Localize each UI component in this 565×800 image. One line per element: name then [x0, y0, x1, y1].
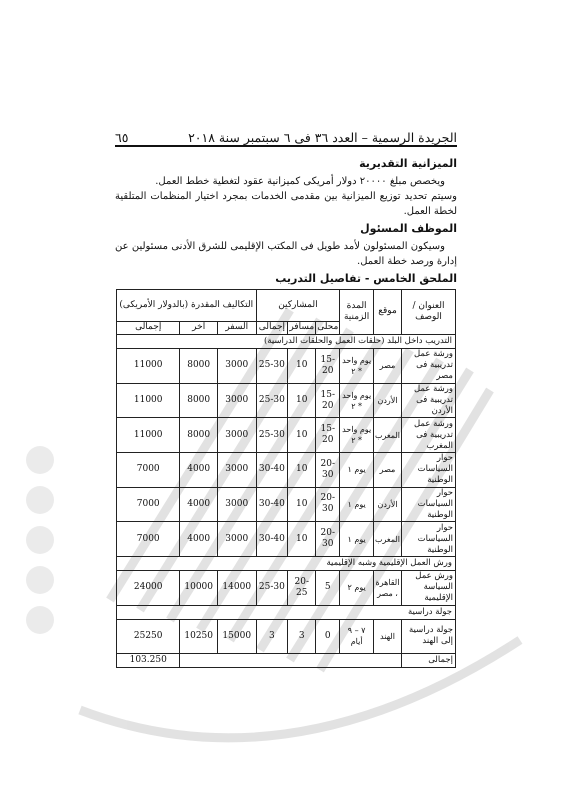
- row-travel-cost: 3000: [217, 383, 256, 418]
- page-number: ٦٥: [115, 130, 129, 145]
- row-title: حوار السياسات الوطنية: [402, 522, 456, 557]
- row-title: حوار السياسات الوطنية: [402, 487, 456, 522]
- row-local-participants: 15-20: [316, 383, 340, 418]
- section-row: [117, 334, 456, 348]
- col-local-header: محلى: [316, 321, 340, 334]
- row-title: ورشة عمل تدريبية فى مصر: [402, 349, 456, 384]
- col-costs-header: التكاليف المقدرة (بالدولار الأمريكى): [117, 290, 257, 322]
- section-row: [117, 605, 456, 619]
- row-local-participants: 20-30: [316, 522, 340, 557]
- row-participants-total: 3: [256, 620, 288, 654]
- row-other-cost: 8000: [180, 418, 218, 453]
- row-local-participants: 15-20: [316, 349, 340, 384]
- table-body: [117, 334, 456, 667]
- row-location: القاهرة ، مصر: [373, 571, 401, 606]
- row-location: مصر: [373, 349, 401, 384]
- row-title: ورشة عمل تدريبية فى المغرب: [402, 418, 456, 453]
- table-row: [117, 571, 456, 606]
- row-duration: يوم ١: [340, 453, 374, 488]
- row-location: الهند: [373, 620, 401, 654]
- row-travel-cost: 3000: [217, 418, 256, 453]
- row-travel-cost: 3000: [217, 453, 256, 488]
- row-cost-total: 25250: [117, 620, 180, 654]
- row-other-cost: 4000: [180, 453, 218, 488]
- row-title: ورشة عمل تدريبية فى الأردن: [402, 383, 456, 418]
- row-other-cost: 8000: [180, 349, 218, 384]
- row-duration: يوم ١: [340, 487, 374, 522]
- row-location: الأردن: [373, 487, 401, 522]
- row-travelers: 10: [288, 349, 316, 384]
- col-travelers-header: مسافر: [288, 321, 316, 334]
- col-cost-total-header: إجمالى: [117, 321, 180, 334]
- row-travelers: 10: [288, 453, 316, 488]
- row-duration: يوم واحد * ٢: [340, 418, 374, 453]
- table-row: [117, 383, 456, 418]
- row-cost-total: 24000: [117, 571, 180, 606]
- table-row: [117, 453, 456, 488]
- row-travelers: 10: [288, 418, 316, 453]
- row-participants-total: 25-30: [256, 349, 288, 384]
- annex-heading: الملحق الخامس - تفاصيل التدريب: [275, 272, 457, 285]
- row-location: مصر: [373, 453, 401, 488]
- col-participants-total-header: إجمالى: [256, 321, 288, 334]
- row-participants-total: 30-40: [256, 487, 288, 522]
- row-travel-cost: 15000: [217, 620, 256, 654]
- row-travelers: 10: [288, 522, 316, 557]
- row-other-cost: 8000: [180, 383, 218, 418]
- row-cost-total: 7000: [117, 487, 180, 522]
- training-details-table: [116, 289, 456, 668]
- row-participants-total: 25-30: [256, 418, 288, 453]
- row-duration: يوم ١: [340, 522, 374, 557]
- col-participants-header: المشاركين: [256, 290, 340, 322]
- row-participants-total: 30-40: [256, 522, 288, 557]
- grand-total-label: إجمالى: [402, 653, 456, 667]
- row-location: الأردن: [373, 383, 401, 418]
- grand-total-row: [117, 653, 456, 667]
- page-header: [115, 123, 457, 147]
- row-location: المغرب: [373, 418, 401, 453]
- row-travelers: 10: [288, 383, 316, 418]
- section-label: ورش العمل الإقليمية وشبه الإقليمية: [117, 556, 456, 570]
- table-row: [117, 349, 456, 384]
- row-title: ورش عمل السياسة الإقليمية: [402, 571, 456, 606]
- budget-paragraph-2: وسيتم تحديد توزيع الميزانية بين مقدمى الخدمات بمجرد اختيار المنظمات المتلقية لخطة العمل.: [115, 191, 457, 217]
- journal-title: الجريدة الرسمية – العدد ٣٦ فى ٦ سبتمبر سنة ٢٠١٨: [188, 130, 457, 145]
- table-row: [117, 620, 456, 654]
- section-label: التدريب داخل البلد (حلقات العمل والحلقات الدراسية): [117, 334, 456, 348]
- row-other-cost: 10000: [180, 571, 218, 606]
- row-cost-total: 11000: [117, 349, 180, 384]
- row-duration: ٧ – ٩ أيام: [340, 620, 374, 654]
- grand-total-value: 103.250: [117, 653, 180, 667]
- row-local-participants: 5: [316, 571, 340, 606]
- row-other-cost: 4000: [180, 487, 218, 522]
- col-location-header: موقع: [373, 290, 401, 335]
- table-row: [117, 418, 456, 453]
- row-local-participants: 15-20: [316, 418, 340, 453]
- row-duration: يوم ٢: [340, 571, 374, 606]
- row-local-participants: 0: [316, 620, 340, 654]
- col-title-header: العنوان / الوصف: [402, 290, 456, 335]
- row-other-cost: 10250: [180, 620, 218, 654]
- row-participants-total: 25-30: [256, 383, 288, 418]
- row-travel-cost: 3000: [217, 487, 256, 522]
- row-participants-total: 30-40: [256, 453, 288, 488]
- row-title: حوار السياسات الوطنية: [402, 453, 456, 488]
- row-duration: يوم واحد * ٢: [340, 349, 374, 384]
- row-title: جولة دراسية إلى الهند: [402, 620, 456, 654]
- page-content: [115, 154, 457, 289]
- col-other-cost-header: آخر: [180, 321, 218, 334]
- row-local-participants: 20-30: [316, 453, 340, 488]
- row-cost-total: 7000: [117, 453, 180, 488]
- staff-heading: الموظف المسئول: [360, 222, 457, 235]
- row-cost-total: 11000: [117, 418, 180, 453]
- col-duration-header: المدة الزمنية: [340, 290, 374, 335]
- row-travel-cost: 3000: [217, 522, 256, 557]
- row-duration: يوم واحد * ٢: [340, 383, 374, 418]
- budget-heading: الميزانية التقديرية: [359, 157, 457, 170]
- row-travelers: 3: [288, 620, 316, 654]
- staff-paragraph: وسيكون المسئولون لأمد طويل فى المكتب الإقليمى للشرق الأدنى مسئولين عن إدارة ورصد خطة العمل.: [115, 241, 457, 267]
- row-travel-cost: 14000: [217, 571, 256, 606]
- budget-paragraph-1: ويخصص مبلغ ٢٠٠٠٠ دولار أمريكى كميزانية عقود لتغطية خطط العمل.: [155, 176, 445, 187]
- section-label: جولة دراسية: [117, 605, 456, 619]
- table-row: [117, 522, 456, 557]
- row-participants-total: 25-30: [256, 571, 288, 606]
- row-travelers: 20-25: [288, 571, 316, 606]
- row-location: المغرب: [373, 522, 401, 557]
- section-row: [117, 556, 456, 570]
- row-other-cost: 4000: [180, 522, 218, 557]
- row-travelers: 10: [288, 487, 316, 522]
- row-travel-cost: 3000: [217, 349, 256, 384]
- grand-total-spacer: [180, 653, 402, 667]
- table-row: [117, 487, 456, 522]
- row-cost-total: 7000: [117, 522, 180, 557]
- row-cost-total: 11000: [117, 383, 180, 418]
- col-travel-cost-header: السفر: [217, 321, 256, 334]
- row-local-participants: 20-30: [316, 487, 340, 522]
- header-row-1: [117, 290, 456, 322]
